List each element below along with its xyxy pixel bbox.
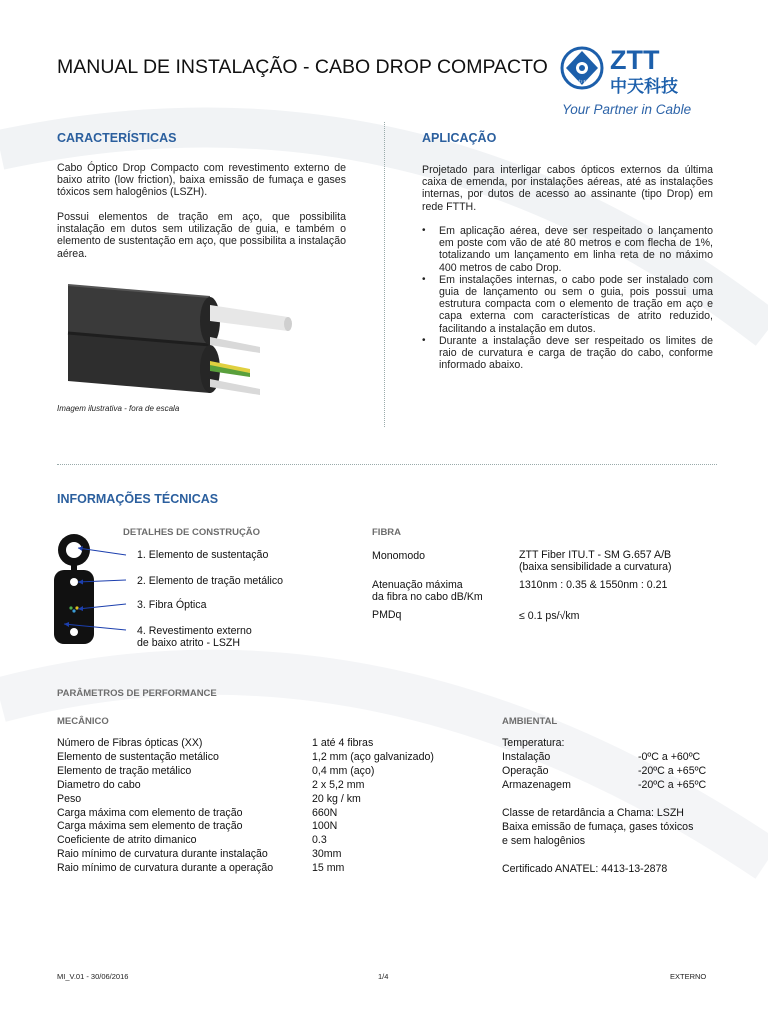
construcao-item-4-cont: de baixo atrito - LSZH [137, 637, 241, 649]
fibra-heading: FIBRA [372, 527, 402, 538]
ztt-logo [556, 44, 716, 124]
baixa-emissao-2: e sem halogênios [502, 835, 586, 847]
baixa-emissao-1: Baixa emissão de fumaça, gases tóxicos [502, 821, 694, 833]
fibra-atenuacao-label: Atenuação máxima [372, 579, 463, 591]
fibra-monomodo-value-2: (baixa sensibilidade a curvatura) [519, 561, 672, 573]
page-title: MANUAL DE INSTALAÇÃO - CABO DROP COMPACTO [57, 56, 548, 78]
mecanico-labels [57, 737, 273, 876]
ztt-emblem-icon [556, 44, 716, 104]
table-row: Raio mínimo de curvatura durante instalação [57, 848, 268, 861]
table-row: Instalação [502, 750, 551, 763]
fibra-atenuacao-label-2: da fibra no cabo dB/Km [372, 591, 483, 603]
logo-seal-text: 中天 [576, 80, 588, 86]
table-cell: 2 x 5,2 mm [312, 778, 365, 791]
mecanico-heading: MECÂNICO [57, 716, 109, 727]
table-cell: -20ºC a +65ºC [638, 764, 707, 777]
table-row: Peso [57, 792, 82, 805]
construcao-item-3: 3. Fibra Óptica [137, 599, 207, 611]
column-divider [384, 122, 385, 427]
fibra-atenuacao-value: 1310nm : 0.35 & 1550nm : 0.21 [519, 579, 668, 591]
temperatura-label: Temperatura: [502, 737, 565, 749]
image-caption: Imagem ilustrativa - fora de escala [57, 404, 180, 413]
aplicacao-heading: APLICAÇÃO [422, 131, 497, 145]
logo-cn-text: 中天科技 [610, 77, 678, 97]
caracteristicas-paragraph-2: Possui elementos de tração em aço, que possibilita instalação em dutos sem utilização de guia, e também o elemento de sustentação em aço, que possibilita a instalação aérea. [57, 211, 346, 260]
section-divider [57, 464, 717, 465]
table-cell: -0ºC a +60ºC [638, 751, 701, 763]
construcao-item-2: 2. Elemento de tração metálico [137, 575, 284, 587]
table-row: Elemento de sustentação metálico [57, 750, 219, 763]
fibra-pmdq-label: PMDq [372, 609, 402, 621]
table-row: Operação [502, 764, 549, 777]
aplicacao-bullets [422, 225, 713, 371]
cable-illustration [60, 275, 300, 405]
table-row: Elemento de tração metálico [57, 764, 192, 777]
aplicacao-intro: Projetado para interligar cabos ópticos externos da última caixa de emenda, por instalações aéreas, até as instalações internas, por dutos de acesso ao assinante (tipo Drop) em rede FTTH. [422, 164, 713, 213]
fibra-pmdq-value: ≤ 0.1 ps/√km [519, 610, 580, 622]
mecanico-values [312, 737, 434, 876]
table-row: Número de Fibras ópticas (XX) [57, 737, 203, 749]
table-cell: -20ºC a +65ºC [638, 778, 707, 791]
table-row: Armazenagem [502, 778, 571, 791]
list-item: • Em instalações internas, o cabo pode ser instalado com guia de lançamento ou sem o guia, pois possui uma estrutura compacta com o elemento de tração em aço e capa externa com características de atrito reduzido, facilitando a instalação em dutos. [422, 274, 713, 335]
logo-text: ZTT [610, 45, 660, 75]
table-cell: 100N [312, 820, 338, 833]
classe-retardancia: Classe de retardância a Chama: LSZH [502, 807, 684, 819]
caracteristicas-paragraph-1: Cabo Óptico Drop Compacto com revestimento externo de baixo atrito (low friction), baixa emissão de fumaça e gases tóxicos sem halogênios (LSZH). [57, 162, 346, 199]
ambiental-values [638, 751, 706, 793]
caracteristicas-heading: CARACTERÍSTICAS [57, 131, 177, 145]
info-heading: INFORMAÇÕES TÉCNICAS [57, 492, 219, 506]
table-row: Raio mínimo de curvatura durante a operação [57, 862, 274, 875]
list-item: • Durante a instalação deve ser respeitado os limites de raio de curvatura e carga de tração do cabo, conforme informado abaixo. [422, 335, 713, 372]
ambiental-labels [502, 737, 571, 793]
table-cell: 0,4 mm (aço) [312, 764, 375, 777]
fibra-monomodo-label: Monomodo [372, 550, 425, 562]
list-item: • Em aplicação aérea, deve ser respeitado o lançamento em poste com vão de até 80 metros e com flecha de 1%, totalizando um lançamento em linha reta de no máximo 400 metros de cabo Drop. [422, 225, 713, 274]
performance-heading: PARÂMETROS DE PERFORMANCE [57, 688, 217, 699]
table-cell: 1 até 4 fibras [312, 737, 374, 749]
ambiental-heading: AMBIENTAL [502, 716, 558, 727]
logo-tagline: Your Partner in Cable [562, 102, 692, 117]
table-cell: 660N [312, 806, 338, 819]
table-cell: 30mm [312, 848, 342, 861]
construcao-item-1: 1. Elemento de sustentação [137, 549, 269, 561]
certificado-anatel: Certificado ANATEL: 4413-13-2878 [502, 863, 668, 875]
footer-classification: EXTERNO [670, 972, 707, 981]
construcao-item-4: 4. Revestimento externo [137, 625, 252, 637]
table-cell: 1,2 mm (aço galvanizado) [312, 750, 434, 763]
table-cell: 20 kg / km [312, 792, 361, 805]
table-row: Diametro do cabo [57, 778, 141, 791]
table-cell: 15 mm [312, 862, 345, 875]
footer-version: MI_V.01 - 30/06/2016 [57, 972, 129, 981]
table-row: Coeficiente de atrito dimanico [57, 834, 197, 847]
cable-cross-section-diagram [50, 532, 140, 652]
fibra-monomodo-value: ZTT Fiber ITU.T - SM G.657 A/B [519, 549, 672, 561]
table-row: Carga máxima sem elemento de tração [57, 820, 243, 833]
table-row: Carga máxima com elemento de tração [57, 806, 243, 819]
construcao-heading: DETALHES DE CONSTRUÇÃO [123, 527, 261, 538]
footer-page-number: 1/4 [378, 972, 389, 981]
table-cell: 0.3 [312, 834, 327, 847]
